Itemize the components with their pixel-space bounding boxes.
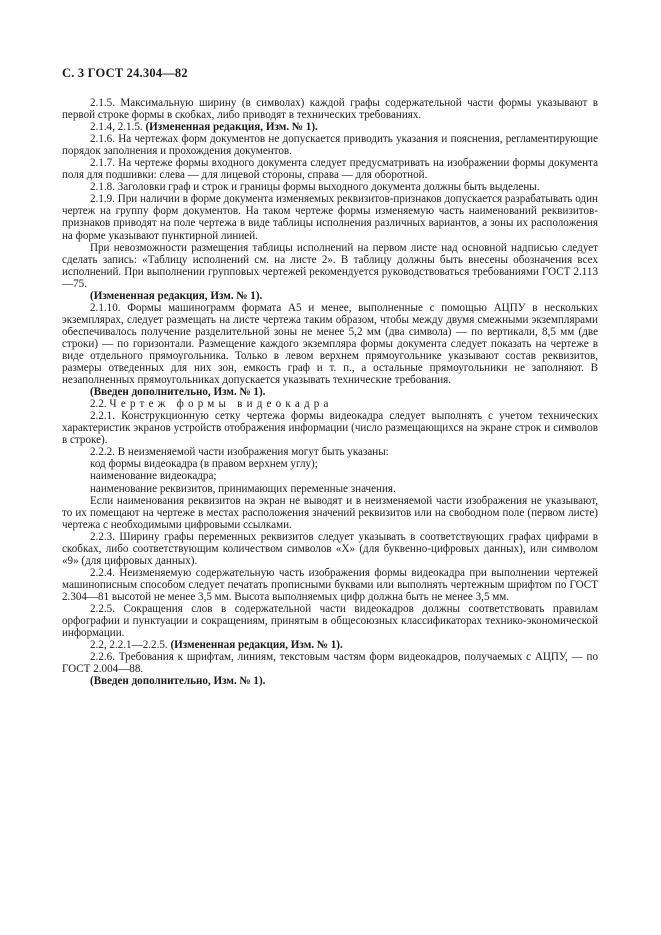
paragraph-2-1-10: 2.1.10. Формы машинограмм формата А5 и менее, выполненные с помощью АЦПУ в нескольких экземплярах, следует размещать на листе чертежа таким образом, чтобы между двумя смежными экземплярами обеспечивалось получение разделительной зоны не менее 5,2 мм (два символа) — по вертикали, 8,5 мм (две строки) — по горизонтали. Размещение каждого экземпляра формы документа следует показать на чертеже в виде отдельного прямоугольника. Только в левом верхнем прямоугольнике указывают состав реквизитов, размеры отведенных для них зон, емкость граф и т. п., а остальные прямоугольники не заполняют. В незаполненных прямоугольниках допускается указывать технические требования. bbox=[62, 301, 598, 387]
page-header: С. 3 ГОСТ 24.304—82 bbox=[62, 66, 188, 80]
addition-bold: (Введен дополнительно, Изм. № 1). bbox=[90, 675, 266, 688]
amendment-bold: (Измененная редакция, Изм. № 1). bbox=[170, 639, 343, 652]
paragraph-2-1-6: 2.1.6. На чертежах форм документов не допускается приводить указания и пояснения, регламентирующие порядок заполнения и прохождения документов. bbox=[62, 133, 598, 158]
amendment-prefix: 2.1.4, 2.1.5. bbox=[90, 121, 146, 134]
list-item: наименование видеокадра; bbox=[90, 470, 217, 483]
paragraph-requisites-note: Если наименования реквизитов на экран не выводят и в неизменяемой части изображения не указывают, то их помещают на чертеже в местах расположения значений реквизитов или на свободном поле (первом листе) чертежа с необходимыми цифровыми ссылками. bbox=[62, 494, 598, 531]
list-item: наименование реквизитов, принимающих переменные значения. bbox=[90, 482, 396, 495]
document-body bbox=[62, 97, 598, 687]
amendment-note bbox=[62, 639, 598, 651]
addition-note bbox=[62, 386, 598, 398]
addition-bold: (Введен дополнительно, Изм. № 1). bbox=[90, 386, 266, 399]
paragraph-2-2-3: 2.2.3. Ширину графы переменных реквизитов следует указывать в соответствующих графах цифрами в скобках, либо соответствующим количеством символов «Х» (для буквенно-цифровых данных), или символом «9» (для цифровых данных). bbox=[62, 530, 598, 567]
amendment-prefix: 2.2, 2.2.1—2.2.5. bbox=[90, 639, 171, 652]
paragraph-table-note: При невозможности размещения таблицы исполнений на первом листе над основной надписью следует сделать запись: «Таблицу исполнений см. на листе 2». В таблицу должны быть внесены обозначения всех исполнений. При выполнении групповых чертежей рекомендуется руководствоваться требованиями ГОСТ 2.113—75. bbox=[62, 241, 598, 290]
list-item: код формы видеокадра (в правом верхнем углу); bbox=[90, 458, 318, 471]
paragraph-2-1-9: 2.1.9. При наличии в форме документа изменяемых реквизитов-признаков допускается разрабатывать один чертеж на группу форм документов. На таком чертеже формы изменяемую часть наименований реквизитов-признаков приводят на поле чертежа в виде таблицы исполнения различных вариантов, а зоны их расположения на форме указывают пунктирной линией. bbox=[62, 193, 598, 242]
amendment-bold: (Измененная редакция, Изм. № 1). bbox=[90, 289, 263, 302]
section-number: 2.2. bbox=[90, 398, 110, 411]
paragraph-2-2-4: 2.2.4. Неизменяемую содержательную часть изображения формы видеокадра при выполнении чертежей машинописным способом следует печатать прописными буквами или выполнять чертежным шрифтом по ГОСТ 2.304—81 высотой не менее 3,5 мм. Высота выполняемых цифр должна быть не менее 3,5 мм. bbox=[62, 566, 598, 603]
paragraph-2-1-7: 2.1.7. На чертеже формы входного документа следует предусматривать на изображении формы документа поля для подшивки: слева — для лицевой стороны, справа — для оборотной. bbox=[62, 157, 598, 182]
paragraph-2-2-2: 2.2.2. В неизменяемой части изображения могут быть указаны: bbox=[90, 446, 389, 459]
amendment-note bbox=[62, 290, 598, 302]
paragraph-2-2-1: 2.2.1. Конструкционную сетку чертежа формы видеокадра следует выполнять с учетом технических характеристик экранов устройств отображения информации (число размещающихся на экране строк и символов в строке). bbox=[62, 410, 598, 447]
addition-note bbox=[62, 675, 598, 687]
section-heading-2-2 bbox=[62, 398, 598, 410]
paragraph-2-2-6: 2.2.6. Требования к шрифтам, линиям, текстовым частям форм видеокадров, получаемых с АЦПУ, — по ГОСТ 2.004—88. bbox=[62, 651, 598, 676]
paragraph-2-1-8: 2.1.8. Заголовки граф и строк и границы формы выходного документа должны быть выделены. bbox=[90, 181, 540, 194]
amendment-bold: (Измененная редакция, Изм. № 1). bbox=[145, 121, 318, 134]
amendment-note bbox=[62, 121, 598, 133]
paragraph-2-2-5: 2.2.5. Сокращения слов в содержательной части видеокадров должны соответствовать правилам орфографии и пунктуации и сокращениям, принятым в общесоюзных классификаторах технико-экономической информации. bbox=[62, 602, 598, 640]
section-title: Чертеж формы видеокадра bbox=[109, 398, 333, 411]
paragraph-2-1-5: 2.1.5. Максимальную ширину (в символах) каждой графы содержательной части формы указывают в первой строке формы в скобках, либо приводят в технических требованиях. bbox=[62, 97, 598, 122]
